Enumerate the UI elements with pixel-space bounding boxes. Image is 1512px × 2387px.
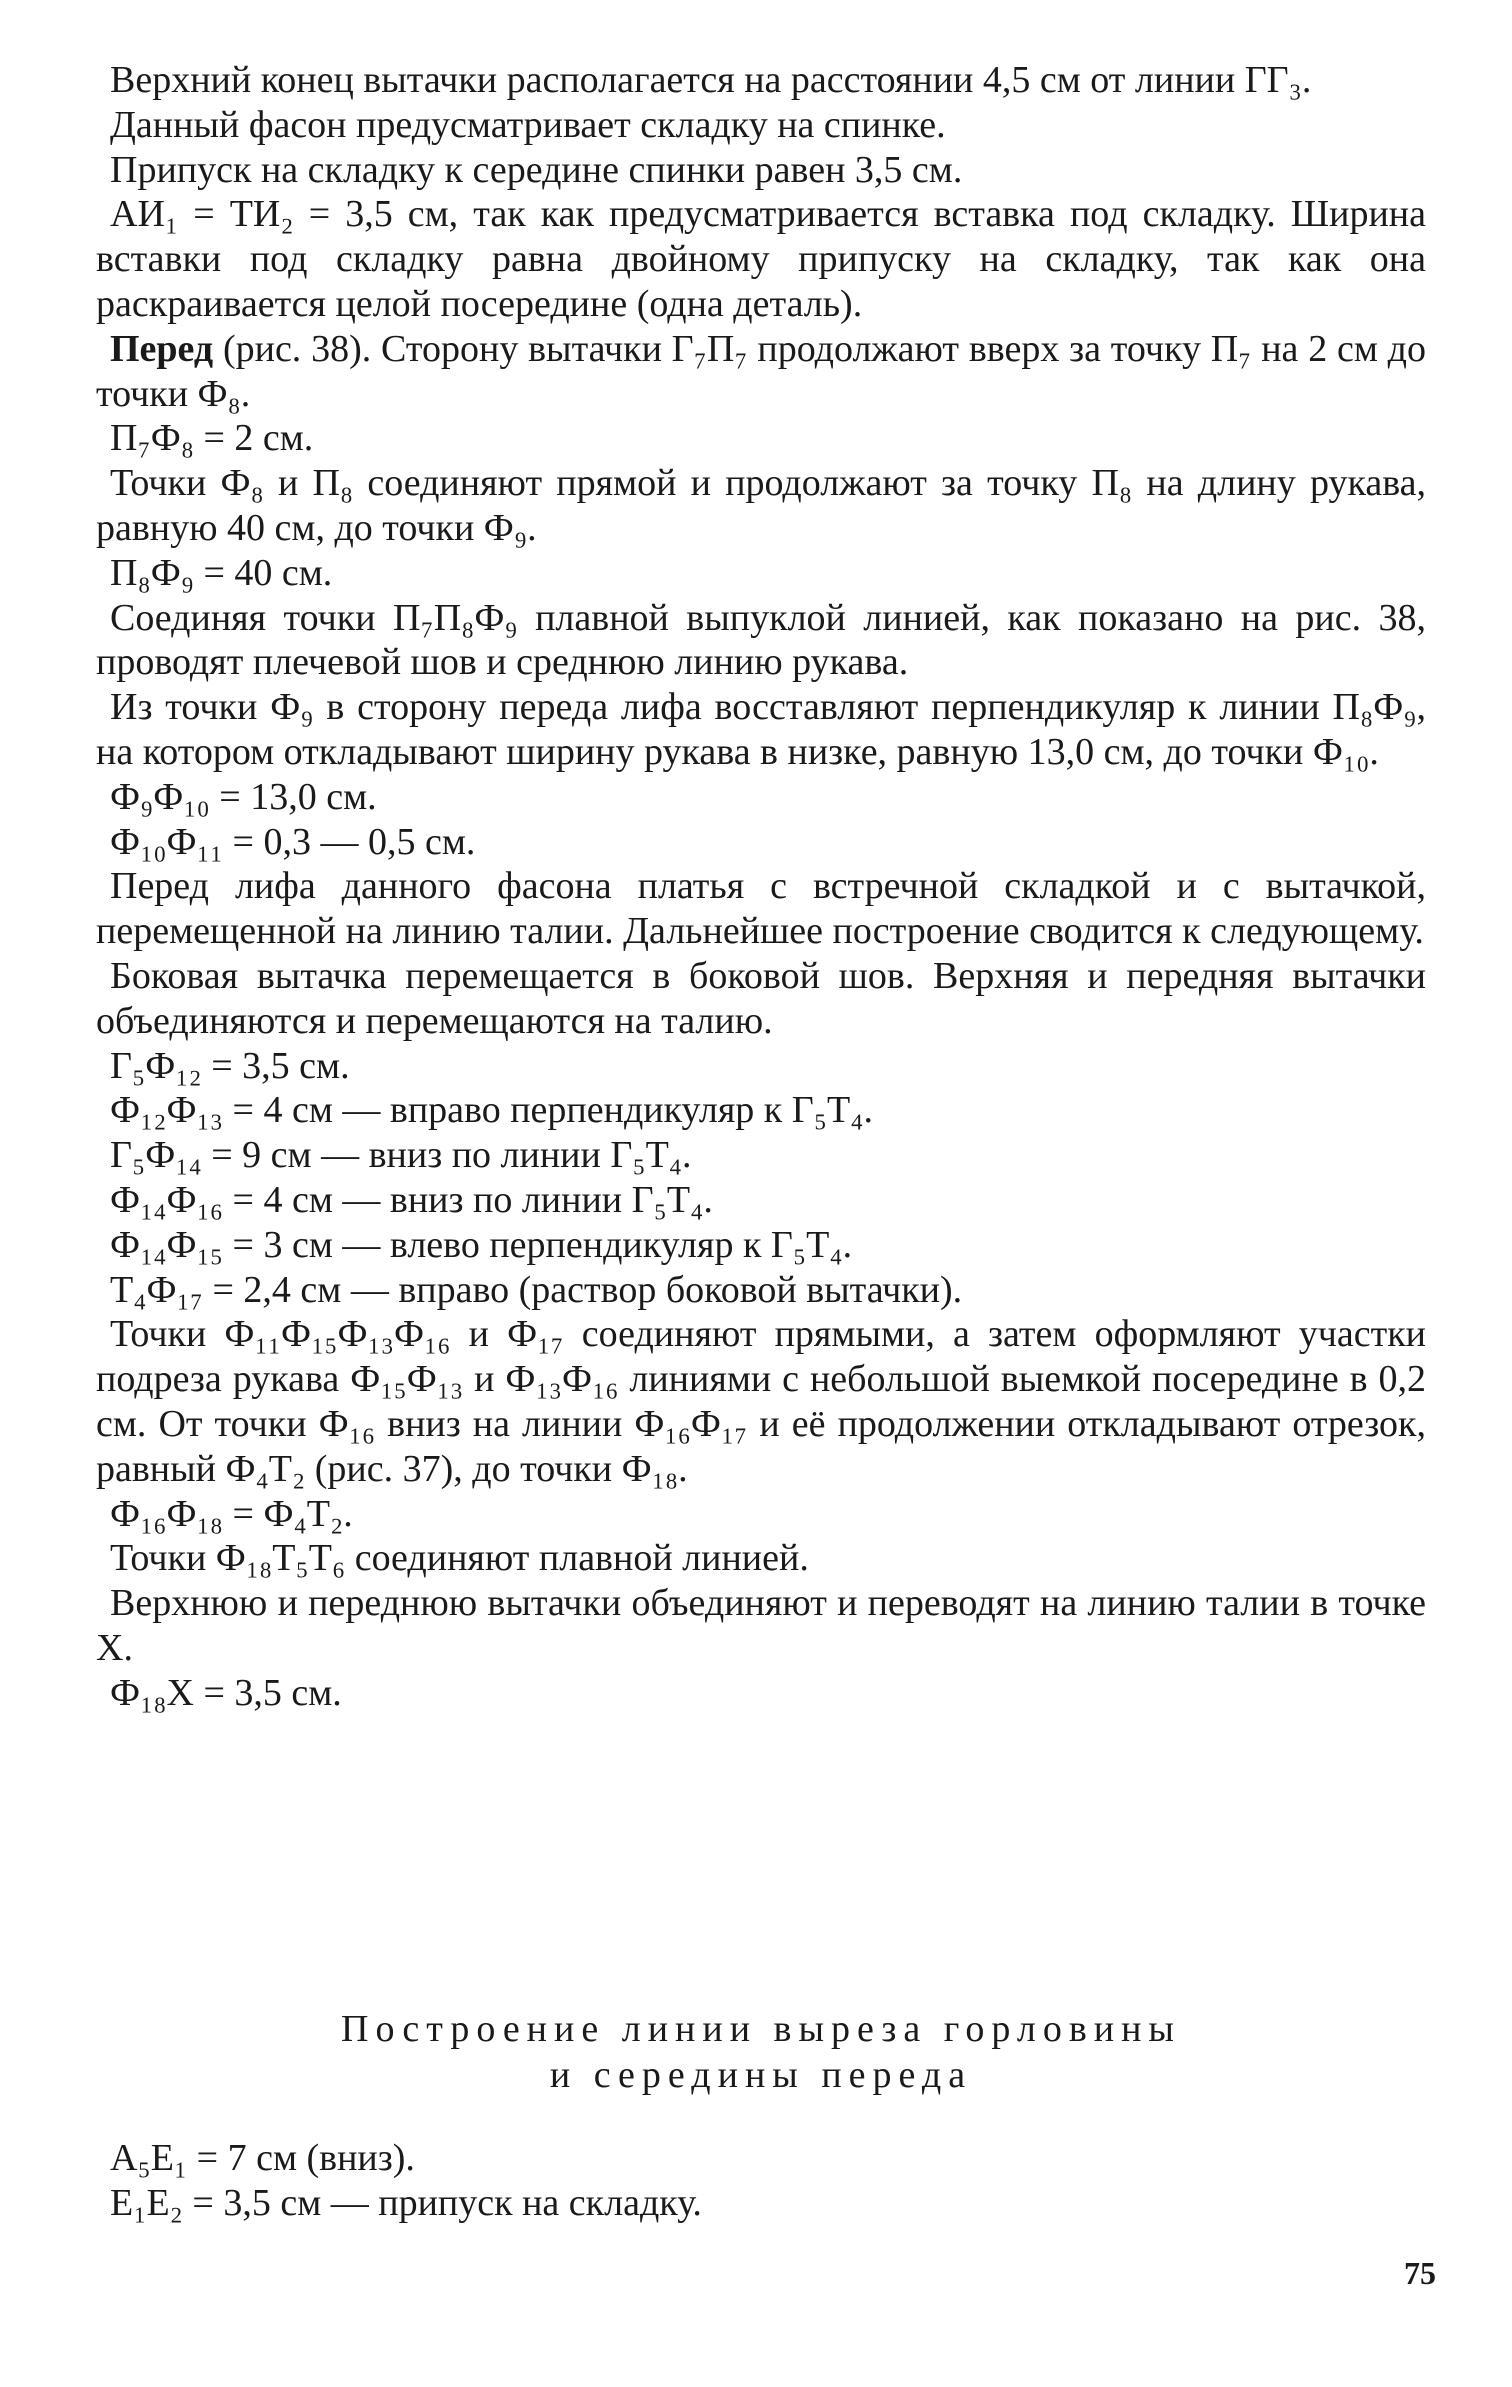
section-heading — [96, 2006, 1426, 2098]
paragraph: Данный фасон предусматривает складку на спинке. — [110, 103, 946, 146]
formula: Т₄Ф₁₇ = 2,4 см — вправо (раствор боковой вытачки). — [110, 1268, 963, 1311]
page-number: 75 — [1404, 2255, 1436, 2291]
formula: П₇Ф₈ = 2 см. — [110, 417, 314, 460]
paragraph-text: (рис. 38). Сторону вытачки Г₇П₇ продолжают вверх за точку П₇ на 2 см до точки Ф₈. — [96, 327, 1427, 415]
formula: Ф₉Ф₁₀ = 13,0 см. — [110, 775, 377, 818]
paragraph: Соединяя точки П₇П₈Ф₉ плавной выпуклой линией, как показано на рис. 38, проводят плечевой шов и среднюю линию рукава. — [96, 596, 1426, 684]
formula: Г₅Ф₁₄ = 9 см — вниз по линии Г₅Т₄. — [110, 1134, 692, 1177]
paragraph: Верхний конец вытачки располагается на расстоянии 4,5 см от линии ГГ₃. — [110, 59, 1312, 101]
paragraph: Верхнюю и переднюю вытачки объединяют и переводят на линию талии в точке Х. — [96, 1582, 1426, 1669]
formula: Ф₁₈Х = 3,5 см. — [110, 1671, 342, 1714]
body-text — [96, 58, 1426, 1715]
paragraph: Точки Ф₈ и П₈ соединяют прямой и продолжают за точку П₈ на длину рукава, равную 40 см, до точки Ф₉. — [96, 462, 1426, 549]
section-heading-line1: Построение линии выреза горловины — [341, 2008, 1181, 2050]
section-heading-line2: и середины переда — [549, 2054, 973, 2096]
formula: Ф₁₂Ф₁₃ = 4 см — вправо перпендикуляр к Г₅Т₄. — [110, 1089, 873, 1132]
paragraph: Перед лифа данного фасона платья с встречной складкой и с вытачкой, перемещенной на линию талии. Дальнейшее построение сводится к следующему. — [96, 865, 1426, 953]
formula: Г₅Ф₁₂ = 3,5 см. — [110, 1044, 350, 1087]
formula: Ф₁₀Ф₁₁ = 0,3 — 0,5 см. — [110, 820, 476, 863]
formula: Ф₁₄Ф₁₆ = 4 см — вниз по линии Г₅Т₄. — [110, 1178, 713, 1221]
formula: А₅Е₁ = 7 см (вниз). — [110, 2137, 415, 2179]
formula: Ф₁₄Ф₁₅ = 3 см — влево перпендикуляр к Г₅Т₄. — [110, 1223, 853, 1266]
bold-lead-word: Перед — [110, 327, 214, 370]
paragraph: Точки Ф₁₈Т₅Т₆ соединяют плавной линией. — [110, 1537, 809, 1580]
paragraph: АИ₁ = ТИ₂ = 3,5 см, так как предусматривается вставка под складку. Ширина вставки под складку равна двойному припуску на складку, так как она раскраивается целой посередине (одна деталь). — [96, 193, 1426, 325]
paragraph: Боковая вытачка перемещается в боковой шов. Верхняя и передняя вытачки объединяются и перемещаются на талию. — [96, 954, 1426, 1042]
paragraph-perede — [96, 327, 1426, 417]
formula: Е₁Е₂ = 3,5 см — припуск на складку. — [110, 2182, 702, 2224]
section-body — [96, 2136, 1426, 2226]
formula: Ф₁₆Ф₁₈ = Ф₄Т₂. — [110, 1492, 353, 1535]
paragraph: Припуск на складку к середине спинки равен 3,5 см. — [110, 148, 963, 191]
formula: П₈Ф₉ = 40 см. — [110, 551, 333, 594]
paragraph: Точки Ф₁₁Ф₁₅Ф₁₃Ф₁₆ и Ф₁₇ соединяют прямыми, а затем оформляют участки подреза рукава Ф₁₅Ф₁₃ и Ф₁₃Ф₁₆ линиями с небольшой выемкой посередине в 0,2 см. От точки Ф₁₆ вниз на линии Ф₁₆Ф₁₇ и её продолжении откладывают отрезок, равный Ф₄Т₂ (рис. 37), до точки Ф₁₈. — [96, 1313, 1426, 1490]
paragraph: Из точки Ф₉ в сторону переда лифа восставляют перпендикуляр к линии П₈Ф₉, на котором откладывают ширину рукава в низке, равную 13,0 см, до точки Ф₁₀. — [96, 686, 1426, 773]
